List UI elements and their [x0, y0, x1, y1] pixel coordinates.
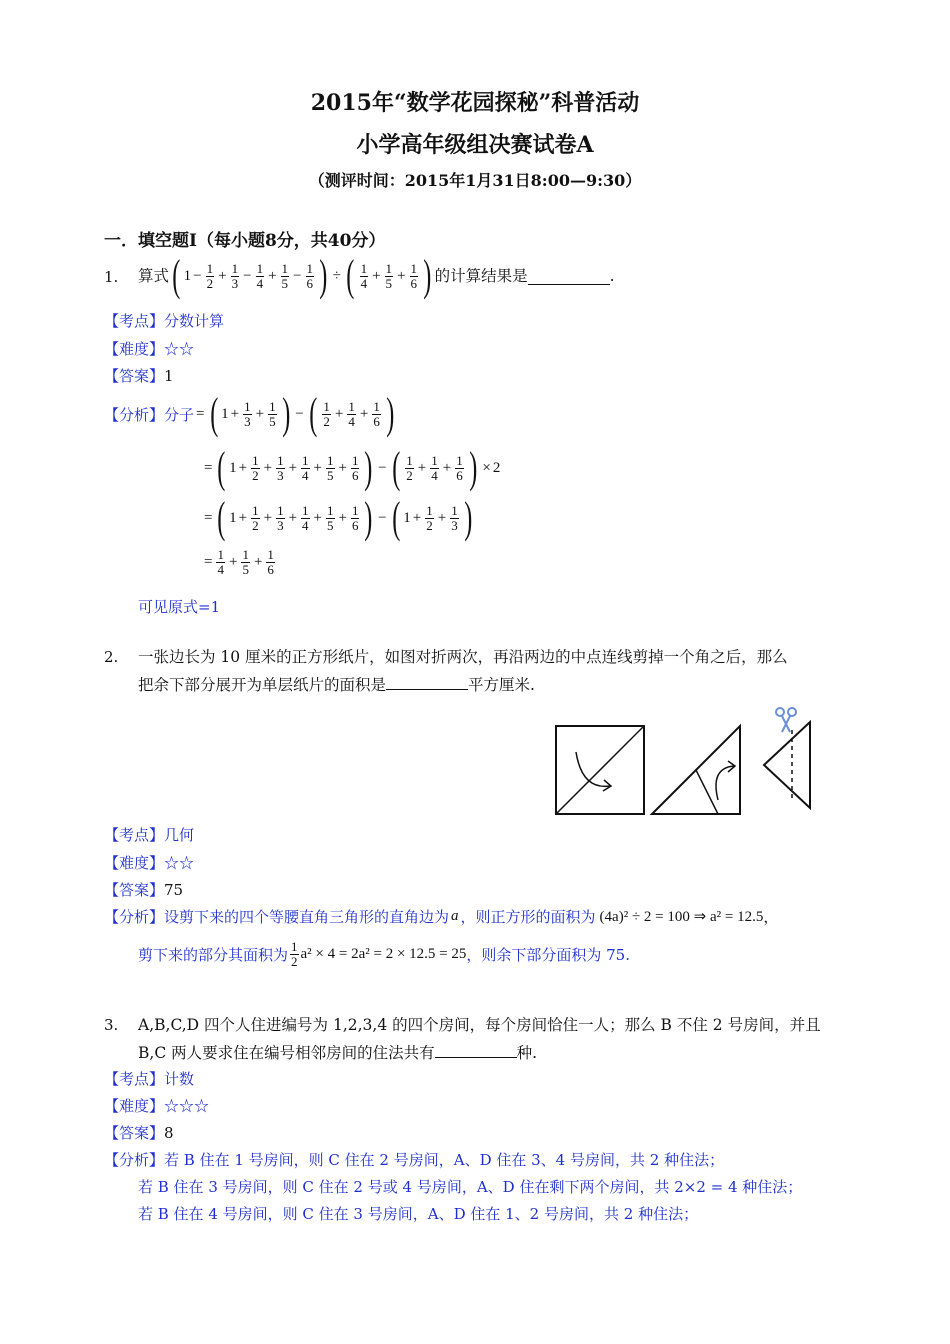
q1-conclusion: 可见原式=1: [138, 598, 221, 616]
q1-fenxi-line-3: = ( 1 + $\frac{1}{2}$ + $\frac{1}{3}$ + $\frac{1}{4}$ + $\frac{1}{5}$ + $\frac{1}{6}$ ) − ( 1 + $\frac{1}{2}$ + $\frac{1}{3}$ ): [204, 493, 473, 542]
q2-line-1: 一张边长为 10 厘米的正方形纸片，如图对折两次，再沿两边的中点连线剪掉一个角之后，那么: [138, 648, 788, 666]
q1-formula: ( 1 − $\frac{1}{2}$ + $\frac{1}{3}$ − $\frac{1}{4}$ + $\frac{1}{5}$ − $\frac{1}{6}$ ) ÷ ( $\frac{1}{4}$ + $\frac{1}{5}$ + $\frac{1}{6}$ ): [172, 251, 432, 300]
q3-fenxi-line-3: 若 B 住在 4 号房间，则 C 住在 3 号房间，A、D 住在 1、2 号房间，共 2 种住法；: [138, 1205, 699, 1223]
q1-fenxi-line-1: 【分析】 分子 = ( 1 + $\frac{1}{3}$ + $\frac{1}{5}$ ) − ( $\frac{1}{2}$ + $\frac{1}{4}$ + $\frac{1}{6}$ ): [104, 389, 395, 438]
q2-fenxi-line-1: 【分析】 设剪下来的四个等腰直角三角形的直角边为 a ，则正方形的面积为 (4a)² ÷ 2 = 100 ⇒ a² = 12.5 ，: [104, 908, 779, 926]
q1-nandu: 【难度】☆☆: [104, 340, 195, 358]
q2-number: 2.: [104, 648, 119, 666]
q2-eq-2: a² × 4 = 2a² = 2 × 12.5 = 25: [300, 946, 467, 962]
q3-nandu: 【难度】☆☆☆: [104, 1097, 210, 1115]
square-figure: [556, 726, 644, 814]
q2-answer-blank: [386, 673, 468, 690]
q2-nandu: 【难度】☆☆: [104, 854, 195, 872]
q3-answer-blank: [435, 1041, 517, 1058]
title-line-2: 小学高年级组决赛试卷A: [356, 132, 594, 158]
q3-fenxi-line-2: 若 B 住在 3 号房间，则 C 住在 2 号或 4 号房间，A、D 住在剩下两个房间，共 2×2 = 4 种住法；: [138, 1178, 803, 1196]
q1-fenxi-line-4: = $\frac{1}{4}$ + $\frac{1}{5}$ + $\frac{1}{6}$: [204, 547, 274, 577]
q2-line-2: 把余下部分展开为单层纸片的面积是 平方厘米.: [138, 672, 535, 698]
q1-suffix: 的计算结果是: [434, 267, 528, 285]
small-triangle-figure: [764, 722, 810, 808]
q1-kaodian: 【考点】分数计算: [104, 312, 225, 330]
section-heading: 一．填空题Ⅰ（每小题8分，共40分）: [104, 231, 386, 251]
q1-fenxi-line-2: = ( 1 + $\frac{1}{2}$ + $\frac{1}{3}$ + $\frac{1}{4}$ + $\frac{1}{5}$ + $\frac{1}{6}$ ) − ( $\frac{1}{2}$ + $\frac{1}{4}$ + $\frac{1}{6}$ ) × 2: [204, 443, 501, 492]
fold-diagram: [548, 702, 828, 826]
q1-daan: 【答案】1: [104, 367, 174, 385]
q2-fenxi-line-2: 剪下来的部分其面积为 $\frac{1}{2}$ a² × 4 = 2a² = 2 × 12.5 = 25 ，则余下部分面积为 75.: [138, 939, 630, 969]
q2-kaodian: 【考点】几何: [104, 826, 195, 844]
q3-number: 3.: [104, 1016, 119, 1034]
scissors-icon: [776, 708, 796, 732]
q1-number: 1.: [104, 268, 119, 286]
q3-line-1: A,B,C,D 四个人住进编号为 1,2,3,4 的四个房间，每个房间恰住一人；那么 B 不住 2 号房间，并且: [138, 1016, 821, 1034]
q3-fenxi-line-1: 【分析】若 B 住在 1 号房间，则 C 住在 2 号房间，A、D 住在 3、4 号房间，共 2 种住法；: [104, 1151, 725, 1169]
q1-answer-blank: [528, 268, 610, 285]
q2-eq-1: (4a)² ÷ 2 = 100 ⇒ a² = 12.5: [599, 909, 764, 925]
q1-end: .: [609, 267, 615, 285]
q3-daan: 【答案】8: [104, 1124, 174, 1142]
q1-prefix: 算式: [138, 267, 170, 285]
q3-line-2: B,C 两人要求住在编号相邻房间的住法共有 种.: [138, 1040, 537, 1066]
q3-kaodian: 【考点】计数: [104, 1070, 195, 1088]
exam-time: （测评时间：2015年1月31日8:00—9:30）: [308, 171, 642, 190]
q1-expression: [138, 251, 615, 300]
title-line-1: 2015年“数学花园探秘”科普活动: [310, 90, 640, 116]
triangle-figure: [652, 726, 740, 814]
q2-daan: 【答案】75: [104, 881, 184, 899]
